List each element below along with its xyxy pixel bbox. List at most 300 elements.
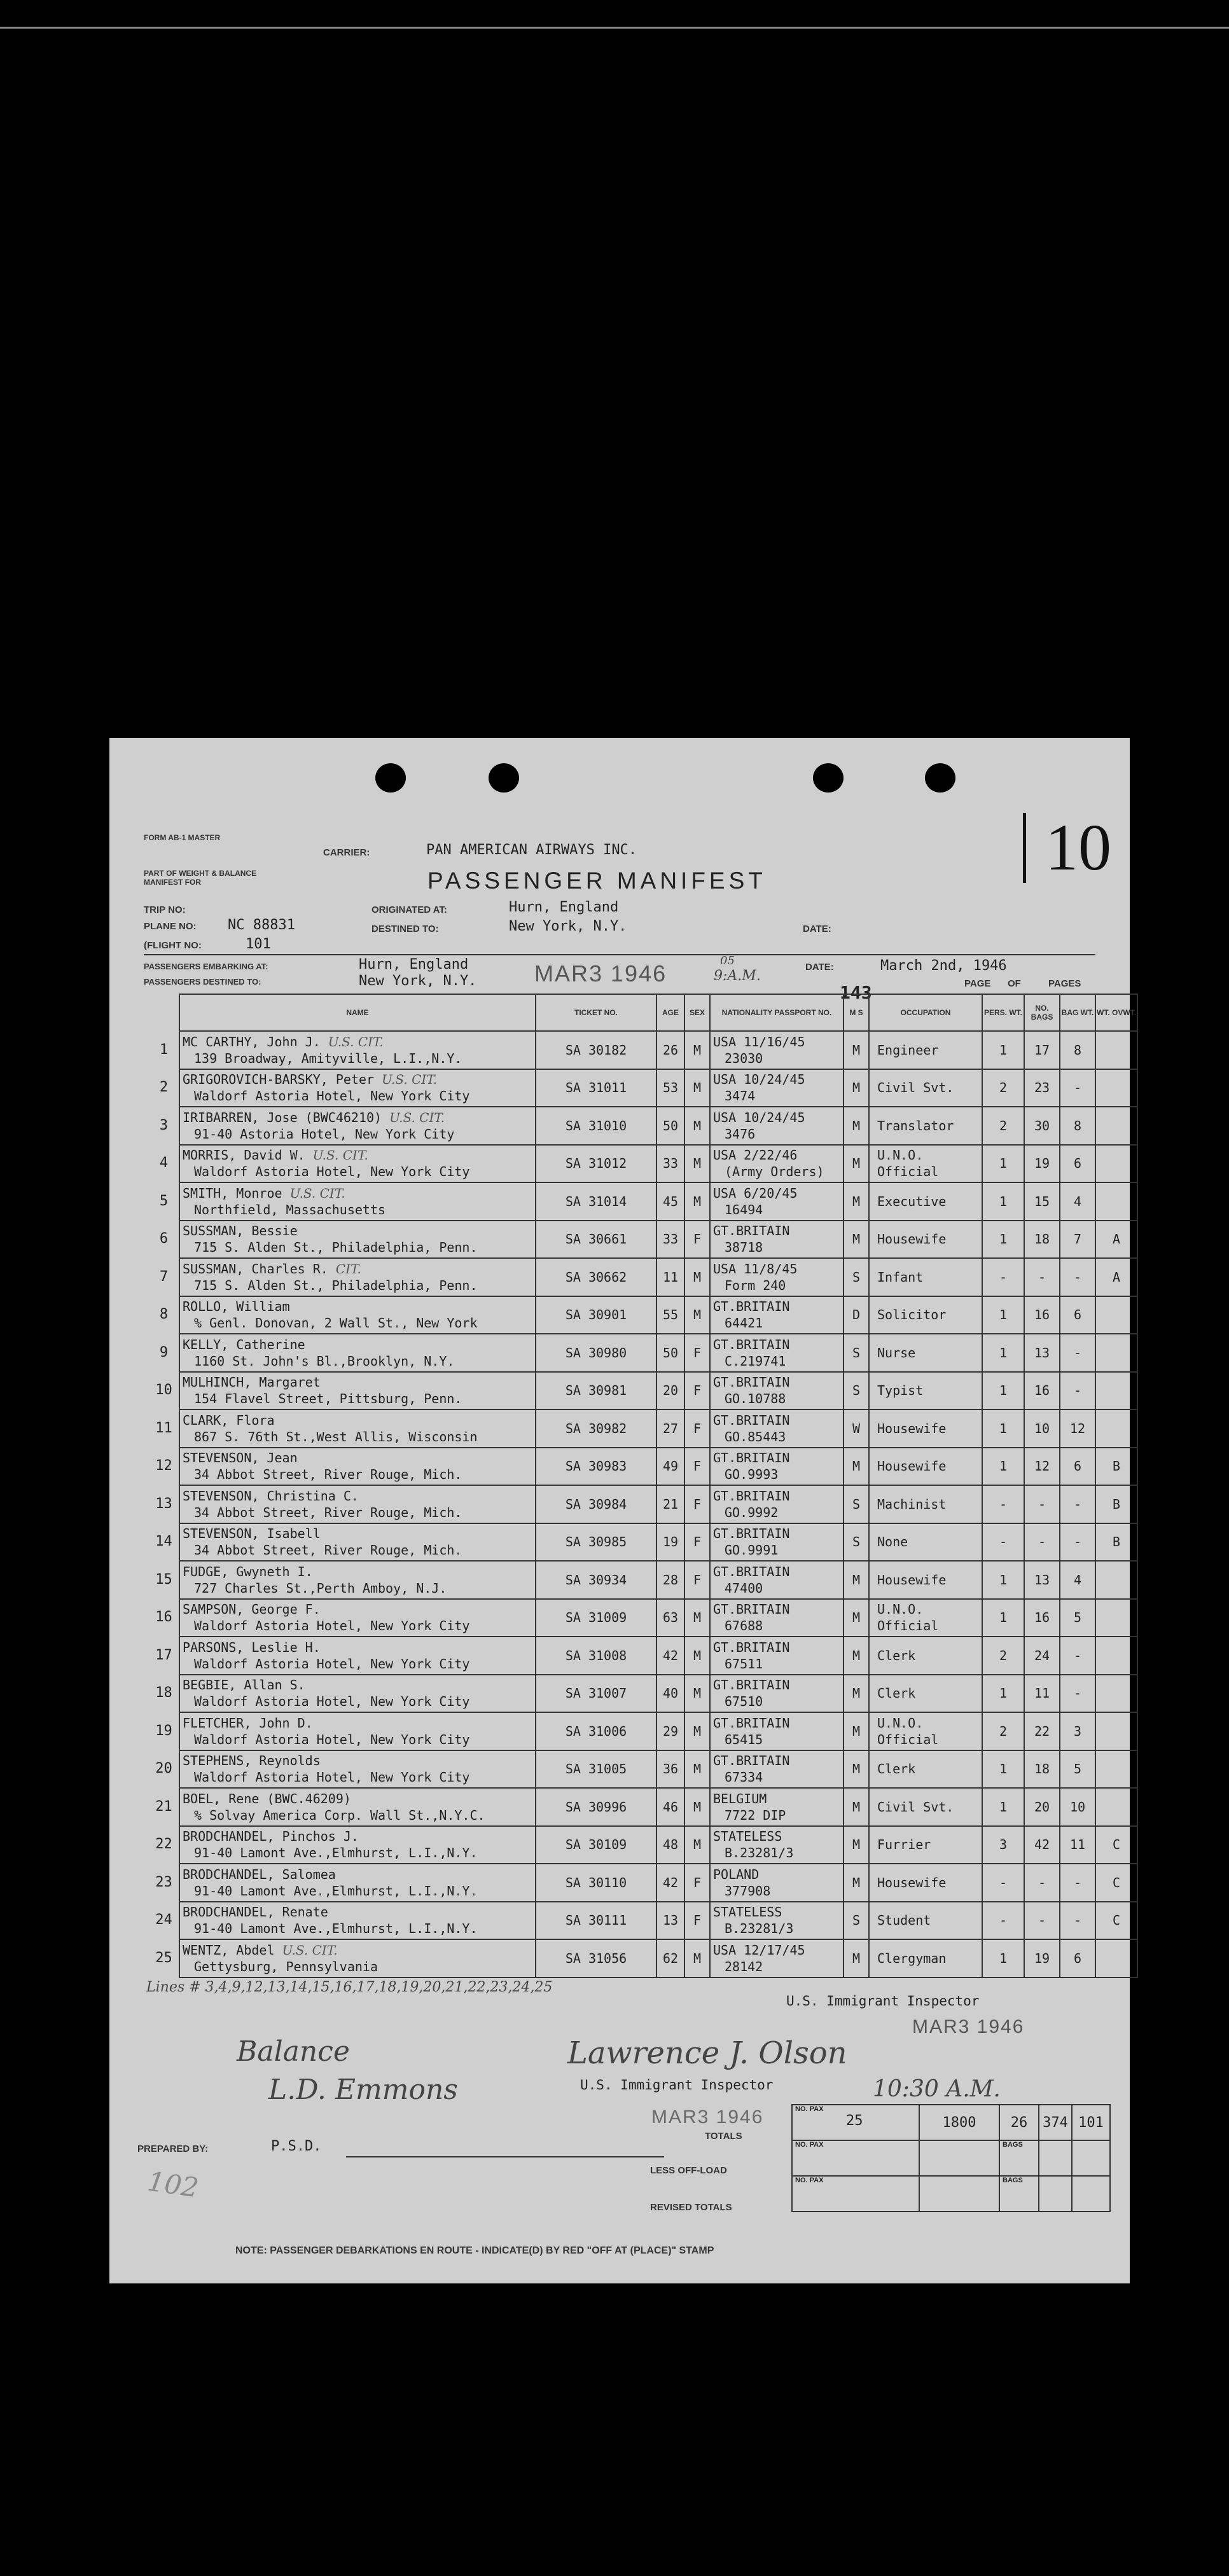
occupation-cell [869,1485,982,1523]
passenger-age: 11 [656,1258,684,1296]
arrival-stamp-time: 9:A.M. [714,968,761,984]
passenger-name-cell [179,1523,536,1562]
passenger-address: 91-40 Lamont Ave.,Elmhurst, L.I.,N.Y. [194,1883,478,1899]
ticket-number: SA 31005 [536,1750,656,1789]
overweight [1095,1334,1137,1372]
pers-wt: 3 [982,1826,1024,1864]
ticket-number: SA 30110 [536,1864,656,1902]
passenger-name-cell [179,1409,536,1448]
ticket-number: SA 31009 [536,1599,656,1637]
pers-wt: - [982,1864,1024,1902]
occupation-cell [869,1712,982,1750]
embarking-label: PASSENGERS EMBARKING AT: [144,962,268,971]
overweight [1095,1182,1137,1221]
date-label-top: DATE: [803,924,831,934]
bag-wt: 8 [1060,1031,1095,1069]
occupation: Clerk [877,1686,916,1701]
pers-wt: 1 [982,1334,1024,1372]
col-sex: SEX [684,994,710,1031]
passenger-address: 34 Abbot Street, River Rouge, Mich. [194,1504,462,1520]
passport-number: 28142 [725,1958,763,1974]
nationality: USA 11/16/45 [713,1034,805,1049]
passport-number: 23030 [725,1050,763,1066]
no-bags: 16 [1024,1372,1060,1410]
passenger-name-cell [179,1637,536,1675]
passport-number: 16494 [725,1201,763,1217]
no-pax-label: NO. PAX [795,2105,824,2113]
overweight [1095,1561,1137,1599]
row-number: 21 [155,1798,172,1815]
no-bags: 42 [1024,1826,1060,1864]
no-bags: 10 [1024,1409,1060,1448]
nationality: GT.BRITAIN [713,1336,790,1352]
marital-status: M [844,1182,869,1221]
nationality-cell [710,1258,844,1296]
occupation: Housewife [877,1458,947,1474]
date-label: DATE: [805,962,834,973]
passenger-name-cell [179,1258,536,1296]
row-number: 18 [155,1685,172,1701]
pers-wt: 2 [982,1069,1024,1107]
overweight [1095,1637,1137,1675]
occupation-cell [869,1939,982,1977]
occupation: Typist [877,1383,924,1399]
totals-table [791,2104,1111,2212]
no-bags: - [1024,1864,1060,1902]
table-row [146,1826,1137,1864]
no-bags: 18 [1024,1221,1060,1259]
footer-note: NOTE: PASSENGER DEBARKATIONS EN ROUTE - INDICATE(D) BY RED "OFF AT (PLACE)" STAMP [235,2245,714,2256]
overweight [1095,1145,1137,1183]
passenger-age: 33 [656,1221,684,1259]
passenger-age: 63 [656,1599,684,1637]
pers-wt: 1 [982,1675,1024,1713]
passenger-name: STEPHENS, Reynolds [183,1753,321,1769]
table-row [146,1182,1137,1221]
nationality: GT.BRITAIN [713,1753,790,1769]
pers-wt: 2 [982,1712,1024,1750]
occupation: Furrier [877,1837,931,1853]
row-number: 1 [159,1041,169,1058]
nationality: GT.BRITAIN [713,1375,790,1390]
passenger-name-cell [179,1145,536,1183]
name-line [183,1942,535,1958]
nationality: GT.BRITAIN [713,1677,790,1693]
passenger-age: 46 [656,1788,684,1826]
punch-hole [813,763,844,793]
passenger-sex: M [684,1031,710,1069]
no-bags: 17 [1024,1031,1060,1069]
occupation-cell [869,1675,982,1713]
originated-label: ORIGINATED AT: [371,904,447,915]
table-row [146,1258,1137,1296]
table-row [146,1409,1137,1448]
nationality-cell [710,1409,844,1448]
passenger-age: 48 [656,1826,684,1864]
total-bag-wt: 374 [1039,2105,1072,2140]
no-bags: - [1024,1523,1060,1562]
no-bags: 24 [1024,1637,1060,1675]
passenger-age: 26 [656,1031,684,1069]
manifest-title: PASSENGER MANIFEST [427,868,767,894]
no-bags: 16 [1024,1599,1060,1637]
passenger-age: 42 [656,1864,684,1902]
no-bags: 13 [1024,1334,1060,1372]
occupation: Housewife [877,1572,947,1588]
marital-status: M [844,1637,869,1675]
bag-wt: - [1060,1637,1095,1675]
occupation-cell [869,1864,982,1902]
passport-number: 38718 [725,1240,763,1256]
overweight: B [1095,1448,1137,1486]
nationality: GT.BRITAIN [713,1563,790,1579]
bag-wt: - [1060,1334,1095,1372]
passenger-table [146,994,1138,1978]
row-number: 3 [159,1117,169,1133]
nationality: USA 10/24/45 [713,1072,805,1088]
marital-status: D [844,1296,869,1334]
no-bags: - [1024,1902,1060,1940]
passenger-sex: M [684,1258,710,1296]
total-pax: 25 [846,2113,863,2129]
destined-label: DESTINED TO: [371,924,439,934]
passenger-age: 21 [656,1485,684,1523]
marital-status: M [844,1031,869,1069]
form-number: FORM AB-1 MASTER [144,833,221,842]
marital-status: M [844,1107,869,1145]
name-line [183,1374,535,1390]
passenger-sex: F [684,1334,710,1372]
passenger-address: 34 Abbot Street, River Rouge, Mich. [194,1467,462,1483]
overweight: A [1095,1258,1137,1296]
name-line [183,1336,535,1353]
prepared-by: P.S.D. [271,2138,322,2154]
no-bags: 11 [1024,1675,1060,1713]
passenger-sex: M [684,1939,710,1977]
totals-pax-cell [792,2105,919,2140]
passenger-sex: F [684,1485,710,1523]
passport-number: GO.10788 [725,1391,786,1407]
occupation: Civil Svt. [877,1799,954,1815]
nationality: USA 11/8/45 [713,1261,798,1277]
col-nationality: NATIONALITY PASSPORT NO. [710,994,844,1031]
name-line [183,1904,535,1920]
row-number: 11 [155,1420,172,1436]
occupation-org: U.N.O. [877,1715,924,1731]
occupation-cell [869,1296,982,1334]
name-line [183,1147,535,1163]
name-line [183,1222,535,1239]
name-line [183,1185,535,1201]
passenger-age: 20 [656,1372,684,1410]
margin-note: 102 [145,2165,201,2204]
ticket-number: SA 31056 [536,1939,656,1977]
passenger-name-cell [179,1296,536,1334]
totals-label: TOTALS [705,2131,742,2142]
ticket-number: SA 30983 [536,1448,656,1486]
nationality-cell [710,1523,844,1562]
marital-status: M [844,1788,869,1826]
table-row [146,1750,1137,1789]
pers-wt: 1 [982,1599,1024,1637]
offload-pax-label: NO. PAX [792,2140,919,2176]
bag-wt: - [1060,1485,1095,1523]
ticket-number: SA 31014 [536,1182,656,1221]
row-number: 20 [155,1761,172,1777]
occupation-cell [869,1561,982,1599]
overweight [1095,1750,1137,1789]
table-row [146,1296,1137,1334]
citizenship-note: U.S. CIT. [312,1147,368,1163]
col-bag-wt: BAG WT. [1060,994,1095,1031]
nationality-cell [710,1069,844,1107]
passport-number: 67334 [725,1769,763,1785]
table-row [146,1107,1137,1145]
table-row [146,1902,1137,1940]
plane-label: PLANE NO: [144,921,197,932]
occupation: Civil Svt. [877,1080,954,1096]
passenger-name-cell [179,1826,536,1864]
passenger-name-cell [179,1107,536,1145]
marital-status: M [844,1750,869,1789]
ticket-number: SA 30109 [536,1826,656,1864]
no-bags: 30 [1024,1107,1060,1145]
arrival-stamp-minutes: 05 [720,954,735,967]
nationality: STATELESS [713,1904,782,1920]
header-divider [144,954,1095,955]
ticket-number: SA 30981 [536,1372,656,1410]
occupation: Engineer [877,1042,939,1058]
passenger-name: SUSSMAN, Charles R. [183,1261,328,1277]
passport-number: 3474 [725,1088,756,1104]
nationality-cell [710,1826,844,1864]
bag-wt: - [1060,1069,1095,1107]
passport-number: 7722 DIP [725,1807,786,1823]
passenger-name: WENTZ, Abdel [183,1942,275,1958]
ticket-number: SA 30111 [536,1902,656,1940]
passenger-address: 91-40 Lamont Ave.,Elmhurst, L.I.,N.Y. [194,1845,478,1861]
table-row [146,1637,1137,1675]
pers-wt: 1 [982,1182,1024,1221]
bag-wt: 6 [1060,1145,1095,1183]
name-line [183,1866,535,1883]
overweight [1095,1296,1137,1334]
passport-number: GO.9991 [725,1542,779,1558]
passport-number: 67511 [725,1656,763,1672]
passenger-name-cell [179,1675,536,1713]
passenger-address: Waldorf Astoria Hotel, New York City [194,1769,470,1785]
marital-status: W [844,1409,869,1448]
col-no-bags: NO. BAGS [1024,994,1060,1031]
pers-wt: - [982,1258,1024,1296]
pers-wt: 2 [982,1107,1024,1145]
plane-number: NC 88831 [228,917,295,933]
passenger-name: BEGBIE, Allan S. [183,1677,305,1693]
occupation: Nurse [877,1345,916,1361]
originated-value: Hurn, England [509,899,619,915]
name-line [183,1563,535,1580]
overweight [1095,1939,1137,1977]
passenger-age: 40 [656,1675,684,1713]
revised-bags-label: BAGS [999,2176,1039,2212]
ticket-number: SA 31010 [536,1107,656,1145]
passenger-name-cell [179,1939,536,1977]
inspector1-stamp: MAR3 1946 [912,2016,1025,2037]
passport-number: 377908 [725,1883,771,1899]
no-bags: 19 [1024,1939,1060,1977]
nationality-cell [710,1599,844,1637]
row-number: 5 [159,1193,169,1209]
nationality-cell [710,1637,844,1675]
citizenship-note: CIT. [335,1261,361,1277]
bottom-stamp: MAR3 1946 [651,2107,764,2128]
no-bags: - [1024,1258,1060,1296]
overweight: B [1095,1523,1137,1562]
less-offload-label: LESS OFF-LOAD [650,2165,727,2176]
row-number: 8 [159,1306,169,1323]
table-row [146,1334,1137,1372]
total-ovwt: 101 [1072,2105,1110,2140]
passenger-name: CLARK, Flora [183,1412,275,1428]
occupation: Machinist [877,1496,947,1512]
passenger-sex: M [684,1788,710,1826]
occupation-org: U.N.O. [877,1147,924,1163]
marital-status: M [844,1939,869,1977]
occupation-cell [869,1372,982,1410]
occupation: Clerk [877,1647,916,1663]
bag-wt: 4 [1060,1182,1095,1221]
ticket-number: SA 31012 [536,1145,656,1183]
nationality-cell [710,1448,844,1486]
name-line [183,1412,535,1429]
occupation-cell [869,1334,982,1372]
bag-wt: 7 [1060,1221,1095,1259]
row-number: 12 [155,1458,172,1474]
overweight: B [1095,1485,1137,1523]
occupation-cell [869,1750,982,1789]
name-line [183,1677,535,1693]
pers-wt: - [982,1902,1024,1940]
bag-wt: 6 [1060,1448,1095,1486]
passenger-address: 1160 St. John's Bl.,Brooklyn, N.Y. [194,1353,455,1369]
overweight [1095,1712,1137,1750]
page-label: PAGE [964,978,991,989]
ticket-number: SA 30996 [536,1788,656,1826]
embarking-value: Hurn, England [359,957,469,973]
passenger-name-cell [179,1182,536,1221]
occupation-cell [869,1107,982,1145]
overweight [1095,1372,1137,1410]
passenger-age: 29 [656,1712,684,1750]
destined-pax-label: PASSENGERS DESTINED TO: [144,977,261,987]
occupation: Clergyman [877,1950,947,1966]
passenger-address: 154 Flavel Street, Pittsburg, Penn. [194,1391,462,1407]
passenger-age: 19 [656,1523,684,1562]
pers-wt: - [982,1523,1024,1562]
nationality-cell [710,1675,844,1713]
occupation-cell [869,1221,982,1259]
occupation-cell [869,1069,982,1107]
nationality-cell [710,1902,844,1940]
nationality-cell [710,1296,844,1334]
table-row [146,1523,1137,1562]
passenger-address: 91-40 Lamont Ave.,Elmhurst, L.I.,N.Y. [194,1921,478,1937]
row-number: 17 [155,1647,172,1663]
bag-wt: - [1060,1864,1095,1902]
bag-wt: 5 [1060,1750,1095,1789]
passport-number: 65415 [725,1731,763,1747]
name-line [183,1601,535,1617]
nationality: USA 2/22/46 [713,1147,798,1163]
ticket-number: SA 30934 [536,1561,656,1599]
scan-edge-line [0,27,1229,29]
passenger-name: BRODCHANDEL, Renate [183,1904,328,1920]
row-number: 13 [155,1495,172,1512]
passenger-address: 91-40 Astoria Hotel, New York City [194,1126,455,1142]
lines-note: Lines # 3,4,9,12,13,14,15,16,17,18,19,20,21,22,23,24,25 [146,1979,553,1995]
ticket-number: SA 30985 [536,1523,656,1562]
name-line [183,1828,535,1845]
nationality-cell [710,1864,844,1902]
nationality-cell [710,1939,844,1977]
nationality: GT.BRITAIN [713,1639,790,1655]
no-bags: 23 [1024,1069,1060,1107]
ticket-number: SA 30661 [536,1221,656,1259]
passenger-address: 34 Abbot Street, River Rouge, Mich. [194,1542,462,1558]
ticket-number: SA 30984 [536,1485,656,1523]
passport-number: B.23281/3 [725,1921,794,1937]
passenger-sex: M [684,1182,710,1221]
passenger-name-cell [179,1750,536,1789]
overweight [1095,1599,1137,1637]
no-bags: 15 [1024,1182,1060,1221]
passport-number: (Army Orders) [725,1164,824,1180]
bag-wt: - [1060,1258,1095,1296]
punch-hole [925,763,955,793]
name-line [183,1261,535,1277]
passenger-age: 50 [656,1334,684,1372]
bag-wt: 8 [1060,1107,1095,1145]
occupation-cell [869,1145,982,1183]
nationality: GT.BRITAIN [713,1299,790,1315]
passenger-name-cell [179,1599,536,1637]
bag-wt: 4 [1060,1561,1095,1599]
passenger-name: MULHINCH, Margaret [183,1375,321,1390]
nationality-cell [710,1145,844,1183]
flight-label: (FLIGHT NO: [144,940,202,951]
bag-wt: - [1060,1675,1095,1713]
inspector2-time: 10:30 A.M. [873,2076,1001,2102]
passenger-name: STEVENSON, Jean [183,1450,298,1466]
passenger-address: 715 S. Alden St., Philadelphia, Penn. [194,1240,478,1256]
occupation: Translator [877,1118,954,1133]
pers-wt: 1 [982,1448,1024,1486]
table-row [146,1221,1137,1259]
overweight: C [1095,1902,1137,1940]
passport-number: 47400 [725,1580,763,1596]
pers-wt: 1 [982,1221,1024,1259]
manifest-date: March 2nd, 1946 [880,958,1007,974]
passenger-sex: F [684,1561,710,1599]
occupation-org: U.N.O. [877,1602,924,1617]
occupation: Solicitor [877,1307,947,1323]
passenger-age: 45 [656,1182,684,1221]
bag-wt: 6 [1060,1939,1095,1977]
marital-status: M [844,1069,869,1107]
occupation-cell [869,1902,982,1940]
row-number: 15 [155,1571,172,1588]
passenger-sex: M [684,1712,710,1750]
